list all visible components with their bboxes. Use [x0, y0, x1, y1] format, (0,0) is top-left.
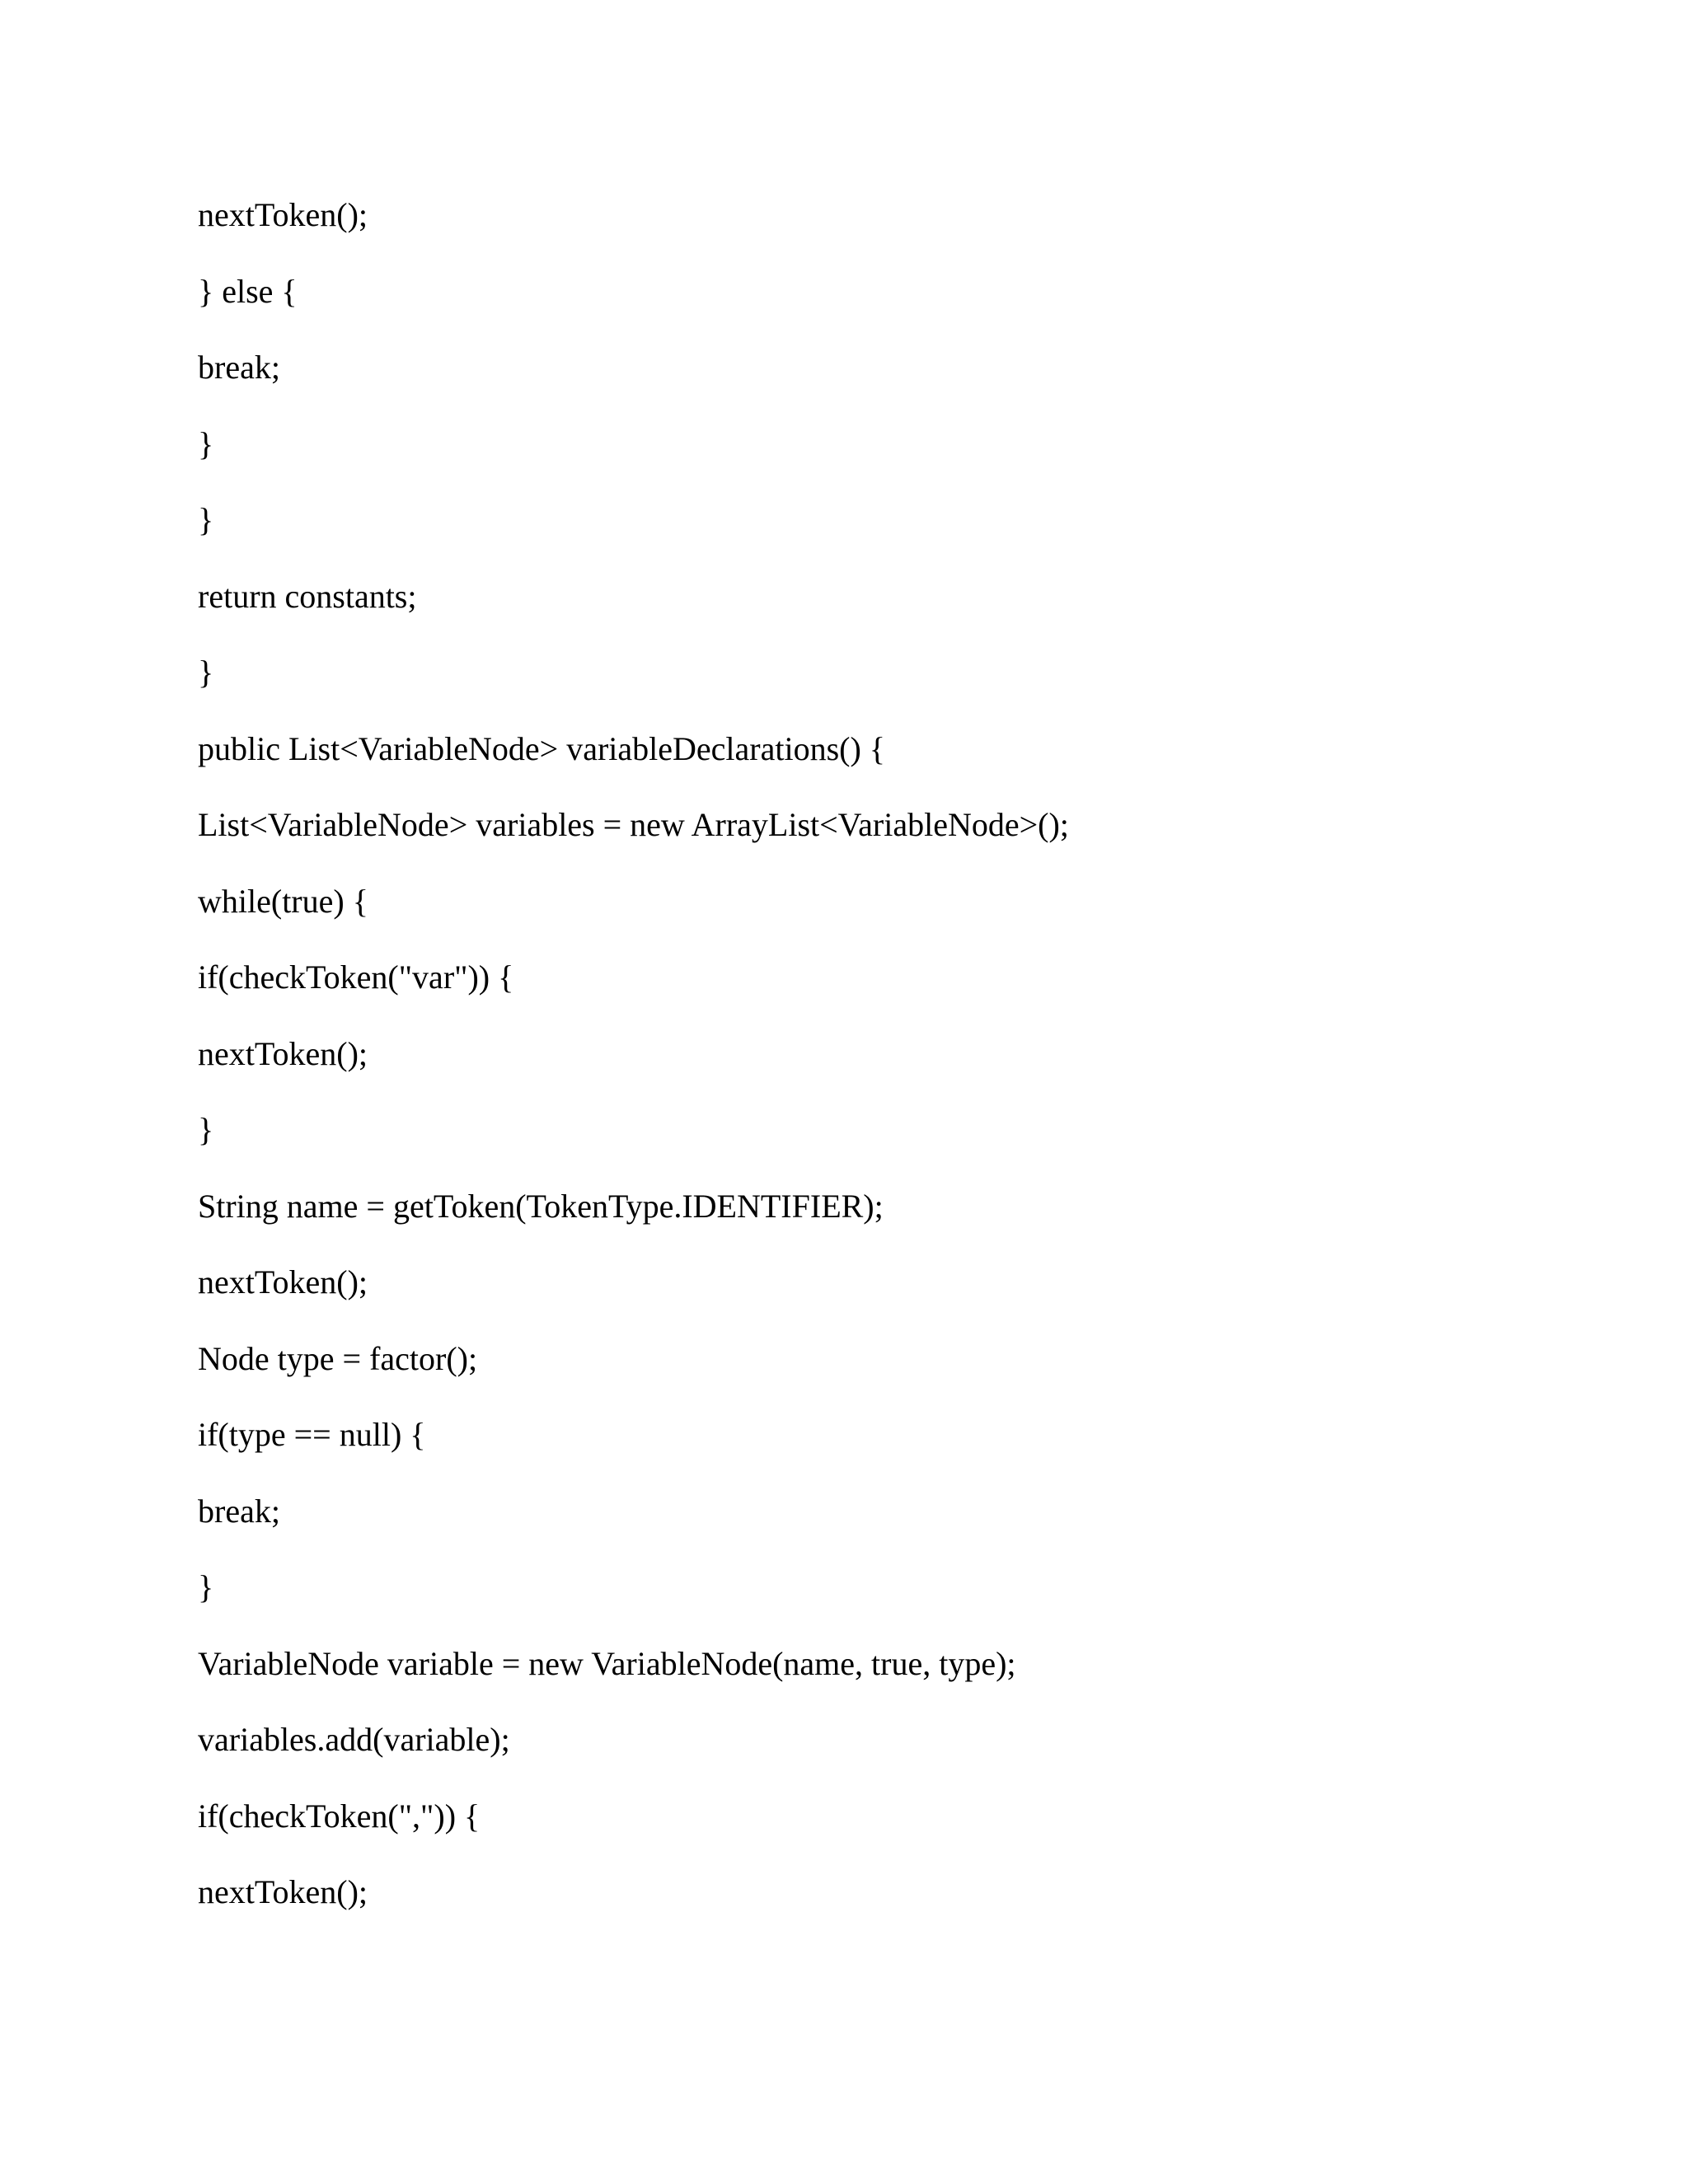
code-line-8: public List<VariableNode> variableDeclarations() {	[198, 729, 886, 767]
code-line-7: }	[198, 654, 214, 691]
code-line-20: VariableNode variable = new VariableNode(name, true, type);	[198, 1644, 1016, 1682]
code-line-6: return constants;	[198, 577, 417, 615]
code-line-4: }	[198, 424, 214, 462]
code-line-1: nextToken();	[198, 196, 368, 233]
code-line-17: if(type == null) {	[198, 1416, 426, 1453]
code-line-5: }	[198, 501, 214, 538]
code-line-3: break;	[198, 349, 280, 386]
code-line-22: if(checkToken(",")) {	[198, 1797, 481, 1835]
code-line-21: variables.add(variable);	[198, 1721, 510, 1758]
code-line-2: } else {	[198, 272, 298, 310]
code-line-19: }	[198, 1568, 214, 1605]
code-line-23: nextToken();	[198, 1873, 368, 1910]
code-line-16: Node type = factor();	[198, 1339, 478, 1377]
code-listing	[198, 194, 1599, 1947]
code-line-14: String name = getToken(TokenType.IDENTIFIER);	[198, 1187, 884, 1225]
code-line-10: while(true) {	[198, 882, 368, 920]
code-line-12: nextToken();	[198, 1034, 368, 1072]
code-line-13: }	[198, 1111, 214, 1148]
code-line-15: nextToken();	[198, 1263, 368, 1301]
code-line-11: if(checkToken("var")) {	[198, 958, 514, 996]
code-line-9: List<VariableNode> variables = new ArrayList<VariableNode>();	[198, 806, 1069, 843]
code-line-18: break;	[198, 1492, 280, 1530]
